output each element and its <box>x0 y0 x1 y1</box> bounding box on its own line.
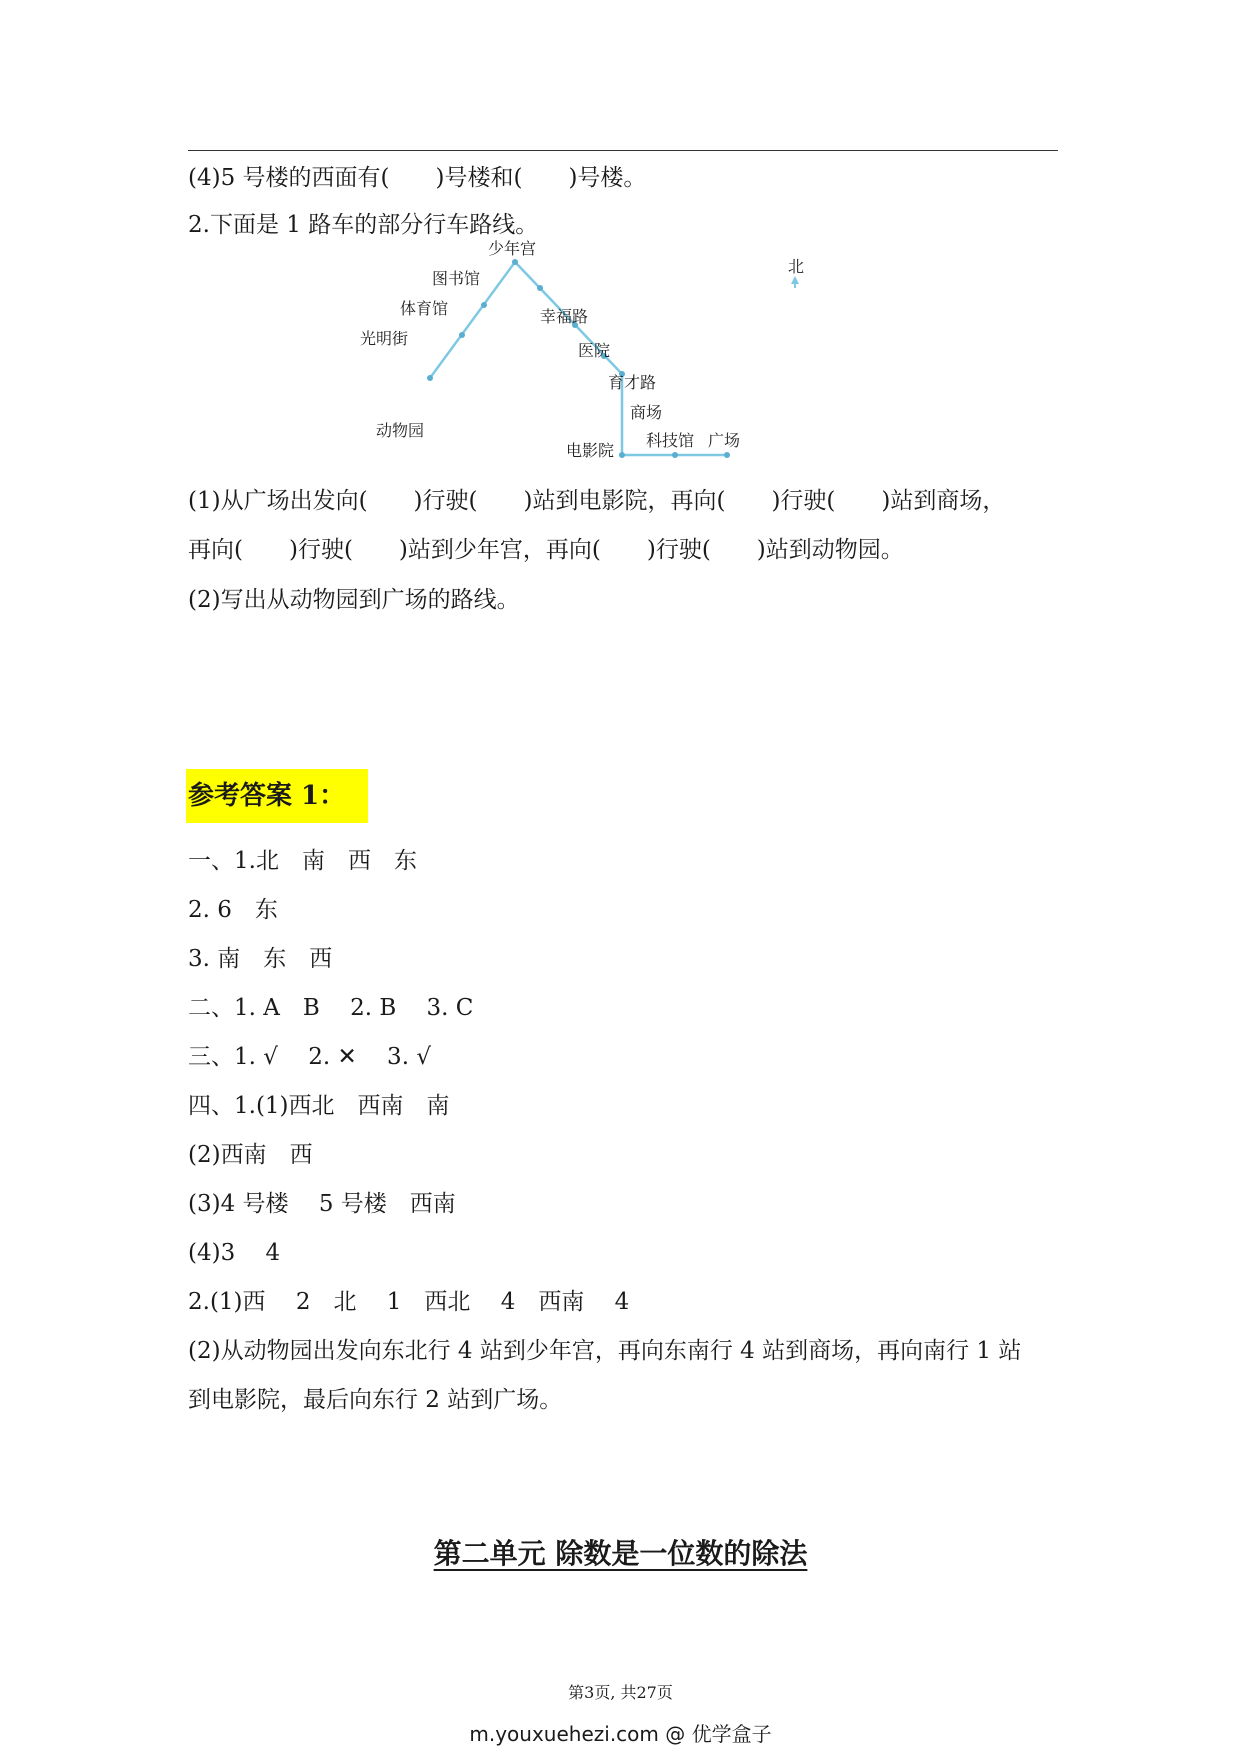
answer-line: 四、1.(1)西北 西南 南 <box>188 1093 450 1119</box>
answer-line: 到电影院，最后向东行 2 站到广场。 <box>188 1387 563 1413</box>
answer-line: (2)从动物园出发向东北行 4 站到少年宫，再向东南行 4 站到商场，再向南行 1 站 <box>188 1338 1022 1364</box>
bus-route-map <box>360 239 850 475</box>
answer-line: (4)3 4 <box>188 1240 281 1266</box>
question-2-intro: 2.下面是 1 路车的部分行车路线。 <box>188 212 539 238</box>
station-label-guangchang: 广场 <box>708 431 741 450</box>
station-label-xingfulu: 幸福路 <box>540 307 589 326</box>
stop-dot <box>459 332 465 338</box>
station-label-shangchang: 商场 <box>630 403 663 422</box>
north-label: 北 <box>788 257 805 276</box>
answer-line: 2.(1)西 2 北 1 西北 4 西南 4 <box>188 1289 630 1315</box>
stop-dot <box>427 375 433 381</box>
answer-line: 二、1. A B 2. B 3. C <box>188 995 474 1021</box>
station-label-yucailu: 育才路 <box>608 373 657 392</box>
sub-question-1-line-2: 再向( )行驶( )站到少年宫，再向( )行驶( )站到动物园。 <box>188 537 904 563</box>
sub-question-2: (2)写出从动物园到广场的路线。 <box>188 587 520 613</box>
answer-line: (2)西南 西 <box>188 1142 313 1168</box>
answer-line: 3. 南 东 西 <box>188 946 333 972</box>
station-label-tushuguan: 图书馆 <box>432 269 481 288</box>
unit-title-text: 第二单元 除数是一位数的除法 <box>433 1537 808 1570</box>
answer-line: 一、1.北 南 西 东 <box>188 848 417 874</box>
north-arrow <box>788 257 804 288</box>
unit-title <box>0 1532 1241 1572</box>
station-label-shaoniangong: 少年宫 <box>488 239 537 258</box>
page-number: 第3页, 共27页 <box>568 1683 673 1702</box>
stop-dot <box>481 302 487 308</box>
stop-dot <box>537 285 543 291</box>
station-label-tiyuguan: 体育馆 <box>400 299 449 318</box>
site-footer: m.youxuehezi.com @ 优学盒子 <box>469 1722 772 1746</box>
answer-line: 三、1. √ 2. ✕ 3. √ <box>188 1044 431 1070</box>
station-label-yiyuan: 医院 <box>578 341 611 360</box>
answer-line: (3)4 号楼 5 号楼 西南 <box>188 1191 456 1217</box>
station-label-dongwuyuan: 动物园 <box>376 421 425 440</box>
station-label-dianyingyuan: 电影院 <box>566 441 615 460</box>
stop-dot <box>619 452 625 458</box>
sub-question-1-line-1: (1)从广场出发向( )行驶( )站到电影院，再向( )行驶( )站到商场， <box>188 488 1006 514</box>
answer-line: 2. 6 东 <box>188 897 278 923</box>
stop-dot <box>724 452 730 458</box>
station-label-kejiguan: 科技馆 <box>646 431 695 450</box>
answer-key-heading: 参考答案 1： <box>186 769 368 823</box>
stop-dot <box>672 452 678 458</box>
question-4-text: (4)5 号楼的西面有( )号楼和( )号楼。 <box>188 165 647 191</box>
header-rule <box>188 150 1058 151</box>
stop-dot <box>512 259 518 265</box>
station-label-guangmingjie: 光明街 <box>360 329 409 348</box>
